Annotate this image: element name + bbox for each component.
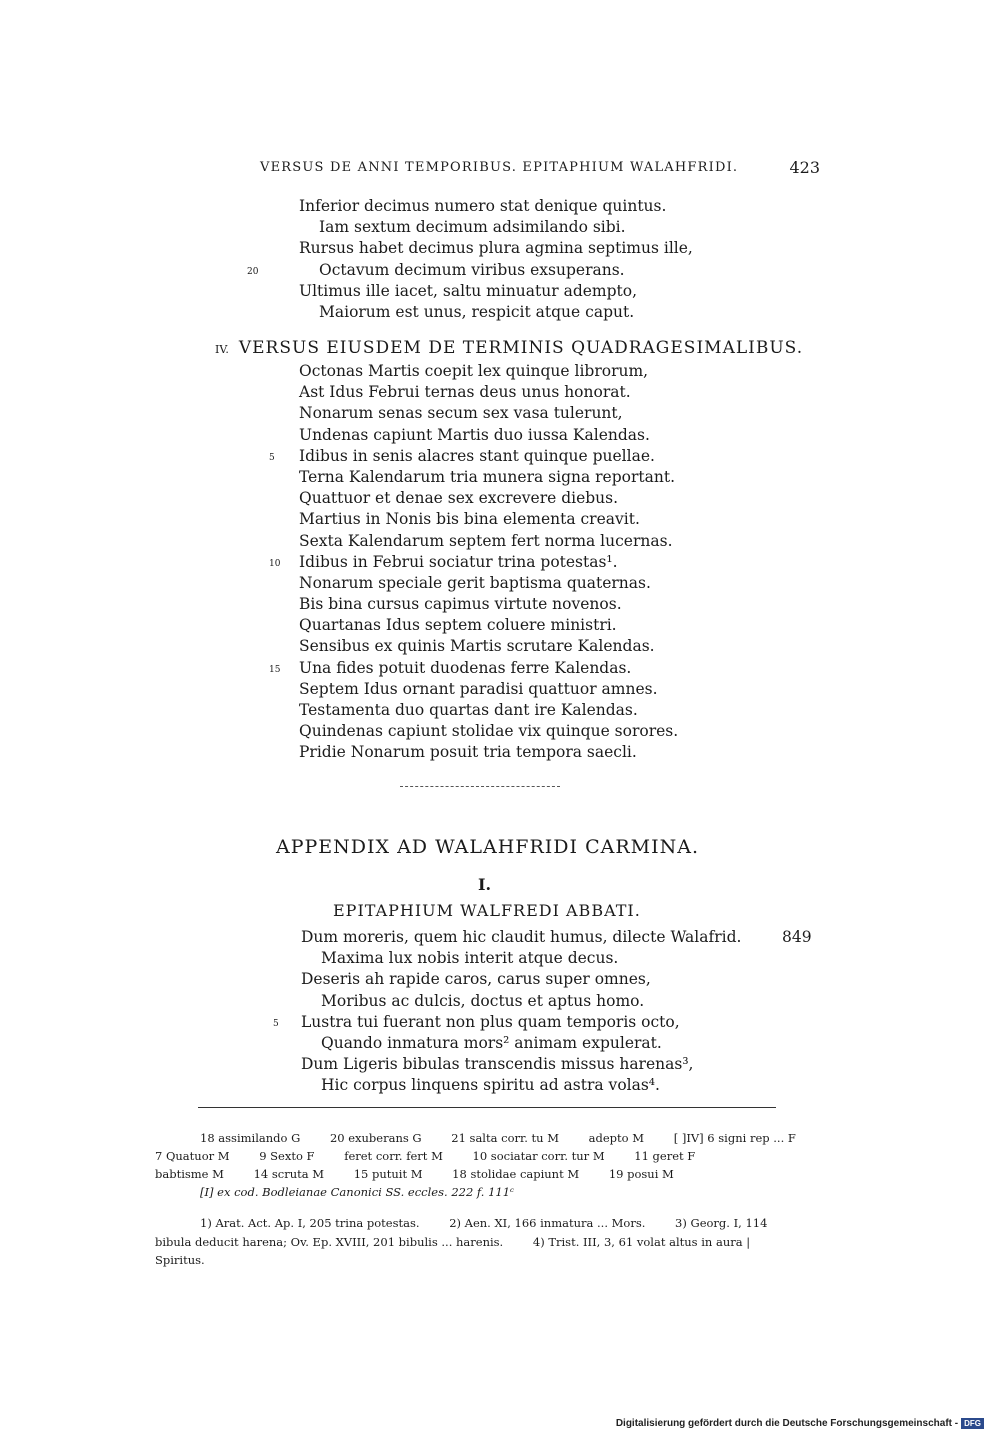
- verse-text: Dum moreris, quem hic claudit humus, dilecte Walafrid.: [301, 928, 742, 946]
- verse-line: [301, 969, 741, 990]
- apparatus-criticus: [155, 1129, 825, 1201]
- footnote: 4) Trist. III, 3, 61 volat altus in aura |: [532, 1234, 751, 1249]
- verse-text: Ast Idus Februi ternas deus unus honorat.: [299, 383, 631, 402]
- poem-title: EPITAPHIUM WALFREDI ABBATI.: [333, 901, 641, 920]
- footnote-row: [155, 1214, 827, 1233]
- verse-text: Moribus ac dulcis, doctus et aptus homo.: [321, 991, 645, 1010]
- apparatus-entry: 21 salta corr. tu M: [451, 1131, 559, 1145]
- verse-line: [299, 721, 678, 742]
- verse-line: [301, 991, 741, 1012]
- verse-line: [299, 594, 678, 615]
- verse-text: Idibus in Februi sociatur trina potestas¹.: [299, 552, 618, 571]
- verse-text: Nonarum speciale gerit baptisma quaternas.: [299, 573, 651, 592]
- verse-line: [301, 948, 741, 969]
- verse-line: [299, 361, 678, 382]
- verse-line: [299, 700, 678, 721]
- line-number: 15: [269, 664, 281, 675]
- verse-text: Dum Ligeris bibulas transcendis missus harenas³,: [301, 1055, 694, 1074]
- verse-text: Octavum decimum viribus exsuperans.: [319, 260, 625, 279]
- verse-epitaph: [273, 927, 742, 1097]
- verse-text: Septem Idus ornant paradisi quattuor amnes.: [299, 679, 658, 698]
- footnote-row: Spiritus.: [155, 1253, 205, 1267]
- line-number: 10: [269, 558, 281, 569]
- verse-text: Quartanas Idus septem coluere ministri.: [299, 616, 617, 635]
- apparatus-entry: adepto M: [588, 1131, 645, 1145]
- section-title: VERSUS EIUSDEM DE TERMINIS QUADRAGESIMALIBUS.: [238, 338, 804, 358]
- appendix-title: APPENDIX AD WALAHFRIDI CARMINA.: [276, 836, 699, 858]
- verse-text: Iam sextum decimum adsimilando sibi.: [319, 218, 626, 237]
- verse-line: [299, 509, 678, 530]
- verse-quadragesimal: [269, 361, 679, 764]
- verse-line: [269, 552, 678, 573]
- verse-line: [299, 281, 693, 302]
- apparatus-row: [155, 1129, 825, 1147]
- verse-line: [301, 927, 741, 948]
- running-title: VERSUS DE ANNI TEMPORIBUS. EPITAPHIUM WALAHFRIDI.: [260, 160, 739, 175]
- decorative-divider: [400, 786, 560, 787]
- verse-text: Quattuor et denae sex excrevere diebus.: [299, 489, 619, 508]
- apparatus-entry: [ ]IV] 6 signi rep ... F: [673, 1131, 796, 1145]
- verse-text: Deseris ah rapide caros, carus super omnes,: [301, 970, 651, 989]
- verse-line: [299, 302, 693, 323]
- apparatus-source: [I] ex cod. Bodleianae Canonici SS. eccles. 222 f. 111ᶜ: [200, 1185, 515, 1199]
- verse-line: [269, 446, 678, 467]
- apparatus-entry: 15 putuit M: [353, 1167, 423, 1181]
- verse-line: [299, 488, 678, 509]
- verse-text: Quando inmatura mors² animam expulerat.: [321, 1033, 662, 1052]
- verse-line: [301, 1033, 741, 1054]
- verse-text: Maxima lux nobis interit atque decus.: [321, 949, 619, 968]
- verse-line: [299, 425, 678, 446]
- verse-text: Quindenas capiunt stolidae vix quinque sorores.: [299, 722, 679, 741]
- apparatus-row: [155, 1147, 825, 1165]
- footnote: 3) Georg. I, 114: [675, 1216, 768, 1230]
- poem-numeral: I.: [478, 875, 492, 894]
- verse-text: Undenas capiunt Martis duo iussa Kalendas.: [299, 425, 650, 444]
- verse-text: Hic corpus linquens spiritu ad astra volas⁴.: [321, 1076, 660, 1095]
- page-number: 423: [789, 158, 820, 177]
- verse-line: [299, 238, 693, 259]
- apparatus-entry: 7 Quatuor M: [155, 1149, 230, 1163]
- footnote-rule: [198, 1107, 776, 1108]
- footnote: bibula deducit harena; Ov. Ep. XVIII, 201 bibulis ... harenis.: [155, 1234, 504, 1249]
- verse-text: Ultimus ille iacet, saltu minuatur adempto,: [299, 281, 638, 300]
- verse-text: Idibus in senis alacres stant quinque puellae.: [299, 446, 655, 465]
- apparatus-entry: 11 geret F: [634, 1149, 696, 1163]
- verse-text: Maiorum est unus, respicit atque caput.: [319, 302, 635, 321]
- verse-text: Una fides potuit duodenas ferre Kalendas.: [299, 658, 632, 677]
- section-numeral: IV.: [215, 343, 229, 356]
- line-number: 5: [273, 1018, 279, 1029]
- footnote: 1) Arat. Act. Ap. I, 205 trina potestas.: [200, 1216, 420, 1230]
- footnote: 2) Aen. XI, 166 inmatura ... Mors.: [449, 1216, 646, 1230]
- verse-line: [299, 382, 678, 403]
- verse-line: [301, 1054, 741, 1075]
- apparatus-row: [155, 1165, 825, 1183]
- verse-line: [273, 1012, 741, 1033]
- verse-line: [299, 679, 678, 700]
- apparatus-entry: 10 sociatar corr. tur M: [472, 1149, 605, 1163]
- verse-text: Bis bina cursus capimus virtute novenos.: [299, 595, 622, 614]
- footnotes: [155, 1214, 827, 1270]
- verse-text: Testamenta duo quartas dant ire Kalendas.: [299, 701, 638, 719]
- dfg-logo: DFG: [961, 1418, 984, 1429]
- dfg-credit-text: Digitalisierung gefördert durch die Deutsche Forschungsgemeinschaft -: [615, 1418, 959, 1430]
- verse-line: [299, 531, 678, 552]
- apparatus-entry: 20 exuberans G: [329, 1131, 422, 1145]
- verse-text: Sexta Kalendarum septem fert norma lucernas.: [299, 531, 673, 550]
- verse-text: Terna Kalendarum tria munera signa reportant.: [299, 467, 675, 486]
- verse-line: [299, 573, 678, 594]
- verse-line: [299, 217, 693, 238]
- verse-line: [299, 403, 678, 424]
- verse-line: [247, 260, 693, 281]
- verse-text: Octonas Martis coepit lex quinque librorum,: [299, 362, 649, 380]
- verse-text: Lustra tui fuerant non plus quam temporis octo,: [301, 1012, 680, 1031]
- verse-line: [301, 1075, 741, 1096]
- apparatus-entry: 14 scruta M: [253, 1167, 325, 1181]
- verse-text: Rursus habet decimus plura agmina septimus ille,: [299, 239, 693, 258]
- marginal-year: 849: [782, 928, 812, 946]
- footnote-row: [155, 1233, 827, 1252]
- verse-text: Nonarum senas secum sex vasa tulerunt,: [299, 404, 623, 423]
- apparatus-entry: feret corr. fert M: [344, 1149, 443, 1163]
- section-heading-iv: [215, 338, 803, 358]
- verse-continuation: [247, 196, 693, 323]
- line-number: 5: [269, 452, 275, 463]
- verse-text: Martius in Nonis bis bina elementa creavit.: [299, 510, 640, 529]
- verse-text: Pridie Nonarum posuit tria tempora saecli.: [299, 743, 637, 762]
- verse-text: Sensibus ex quinis Martis scrutare Kalendas.: [299, 637, 655, 656]
- verse-line: [299, 467, 678, 488]
- apparatus-entry: babtisme M: [155, 1167, 224, 1181]
- apparatus-entry: 18 assimilando G: [200, 1131, 301, 1145]
- line-number: 20: [247, 266, 259, 277]
- dfg-credit: [616, 1418, 984, 1429]
- verse-text: Inferior decimus numero stat denique quintus.: [299, 197, 667, 215]
- apparatus-entry: 19 posui M: [608, 1167, 674, 1181]
- verse-line: [269, 658, 678, 679]
- verse-line: [299, 636, 678, 657]
- verse-line: [299, 742, 678, 763]
- verse-line: [299, 615, 678, 636]
- verse-line: [299, 196, 693, 217]
- apparatus-entry: 9 Sexto F: [259, 1149, 315, 1163]
- apparatus-entry: 18 stolidae capiunt M: [452, 1167, 580, 1181]
